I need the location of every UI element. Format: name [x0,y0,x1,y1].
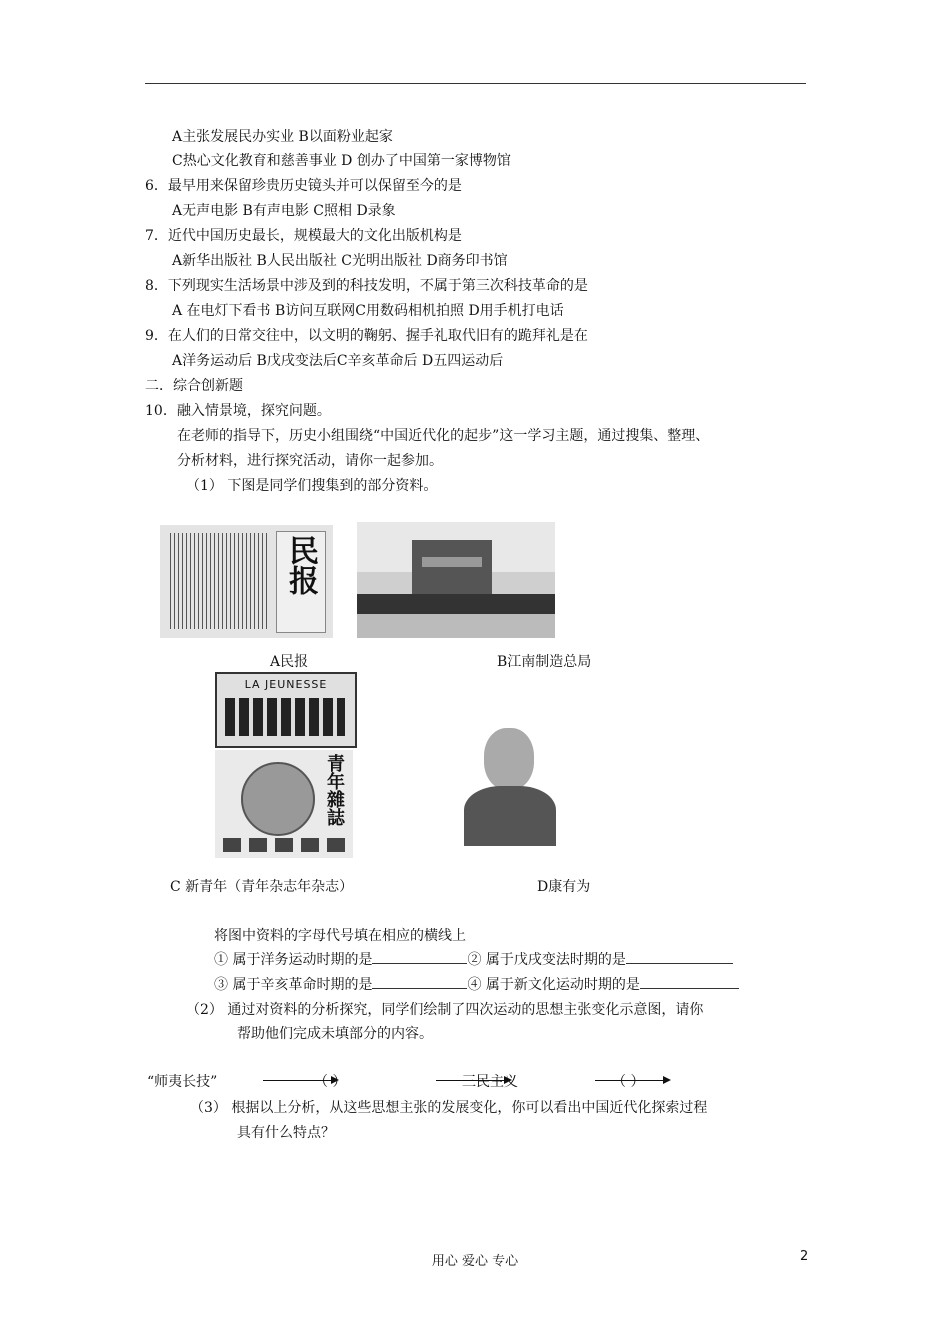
part-1-prompt: （1） 下图是同学们搜集到的部分资料。 [186,478,438,494]
diagram-middle: 三民主义 [462,1074,518,1090]
question-9: 9．在人们的日常交往中，以文明的鞠躬、握手礼取代旧有的跪拜礼是在 [145,328,588,344]
kang-youwei-portrait [458,722,562,848]
part-2-prompt: （2） 通过对资料的分析探究，同学们绘制了四次运动的思想主张变化示意图，请你 [186,1002,704,1018]
question-8: 8．下列现实生活场景中涉及到的科技发明，不属于第三次科技革命的是 [145,278,588,294]
fill-q1: ① 属于洋务运动时期的是 [214,952,373,968]
caption-a: A民报 [270,654,309,670]
caption-d: D康有为 [537,879,591,895]
page-number: 2 [800,1249,809,1264]
jiangnan-arsenal-image [357,522,555,638]
fill-line-1 [214,951,733,968]
fill-q3: ③ 属于辛亥革命时期的是 [214,977,373,993]
option-line: A无声电影 B有声电影 C照相 D录象 [172,203,396,219]
diagram-blank-2[interactable]: （ ） [612,1074,645,1090]
answer-blank-4[interactable] [640,976,739,989]
diagram-start: “师夷长技” [147,1074,218,1090]
minbao-title: 民报 [283,535,318,595]
option-line: A 在电灯下看书 B访问互联网C用数码相机拍照 D用手机打电话 [172,303,564,319]
fill-q4: ④ 属于新文化运动时期的是 [467,977,640,993]
answer-blank-1[interactable] [372,951,467,964]
minbao-image [160,525,333,638]
header-rule [145,83,806,84]
la-jeunesse-title: LA JEUNESSE [244,678,328,691]
option-line: A洋务运动后 B戊戌变法后C辛亥革命后 D五四运动后 [172,353,504,369]
part-3-prompt: （3） 根据以上分析，从这些思想主张的发展变化，你可以看出中国近代化探索过程 [190,1100,708,1116]
question-10-text: 分析材料，进行探究活动，请你一起参加。 [177,453,443,469]
part-2-prompt-cont: 帮助他们完成未填部分的内容。 [237,1026,433,1042]
xinqingnian-cover-image [215,750,353,858]
caption-b: B江南制造总局 [497,654,592,670]
la-jeunesse-image [215,672,357,748]
option-line: A新华出版社 B人民出版社 C光明出版社 D商务印书馆 [172,253,508,269]
page-footer: 用心 爱心 专心 [431,1254,519,1269]
diagram-blank-1[interactable]: （ ） [314,1074,347,1090]
answer-blank-2[interactable] [626,951,733,964]
fill-line-2 [214,976,739,993]
fill-instruction: 将图中资料的字母代号填在相应的横线上 [214,928,466,944]
fill-q2: ② 属于戊戌变法时期的是 [467,952,626,968]
part-3-prompt-cont: 具有什么特点？ [237,1125,335,1141]
caption-c: C 新青年（青年杂志年杂志） [170,879,354,895]
option-line: A主张发展民办实业 B以面粉业起家 [172,129,393,145]
question-7: 7．近代中国历史最长，规模最大的文化出版机构是 [145,228,462,244]
question-10: 10．融入情景境，探究问题。 [145,403,331,419]
question-6: 6．最早用来保留珍贵历史镜头并可以保留至今的是 [145,178,462,194]
option-line: C热心文化教育和慈善事业 D 创办了中国第一家博物馆 [172,153,511,169]
section-heading: 二．综合创新题 [145,378,243,394]
answer-blank-3[interactable] [372,976,467,989]
question-10-text: 在老师的指导下，历史小组围绕“中国近代化的起步”这一学习主题，通过搜集、整理、 [177,428,710,444]
qingnian-title: 青年雜誌 [324,754,345,826]
